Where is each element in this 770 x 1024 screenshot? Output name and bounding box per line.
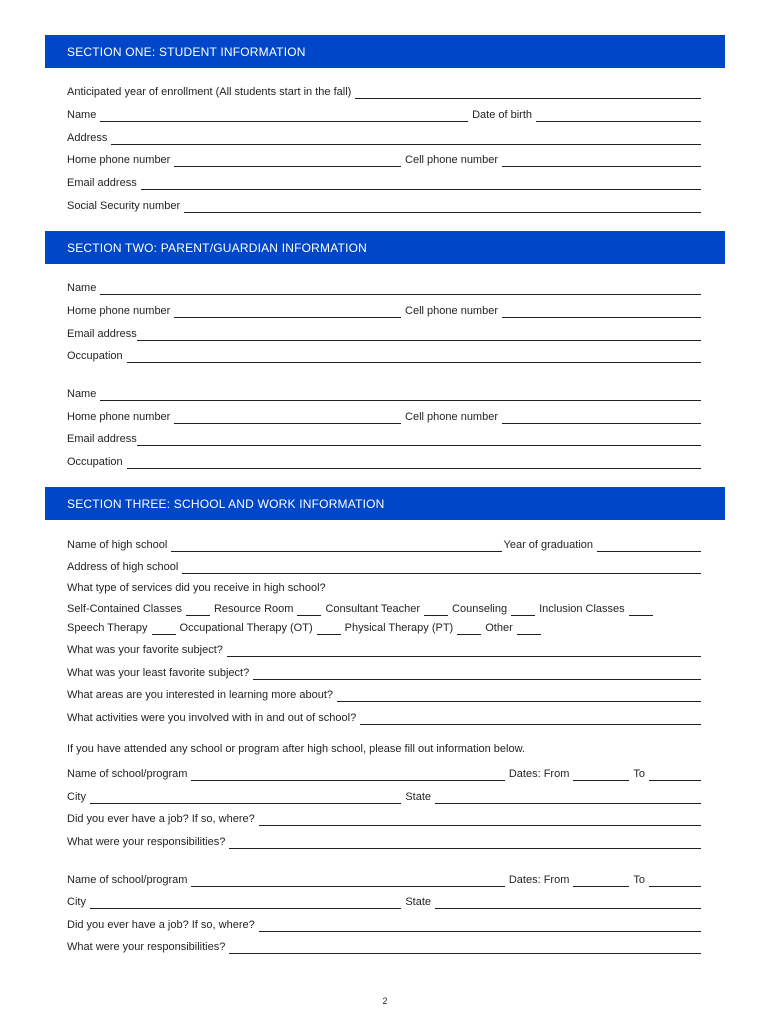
page-number: 2 xyxy=(382,996,388,1006)
dob-label: Date of birth xyxy=(472,109,532,121)
interests-label: What areas are you interested in learning more about? xyxy=(67,689,333,701)
dob-field[interactable] xyxy=(536,110,701,122)
activities-row xyxy=(67,709,701,725)
guardian-1-name-field[interactable] xyxy=(100,283,701,295)
program-2-job-label: Did you ever have a job? If so, where? xyxy=(67,919,255,931)
after-high-school-instruction: If you have attended any school or program after high school, please fill out information below. xyxy=(67,743,525,755)
guardian-2-email-field[interactable] xyxy=(137,434,701,446)
program-2-job-row xyxy=(67,916,701,932)
least-favorite-subject-label: What was your least favorite subject? xyxy=(67,667,250,679)
program-2-responsibilities-row xyxy=(67,938,701,954)
service-counseling-label: Counseling xyxy=(452,603,508,615)
program-1-responsibilities-row xyxy=(67,833,701,849)
services-row-2 xyxy=(67,619,541,635)
service-consultant-teacher-label: Consultant Teacher xyxy=(325,603,421,615)
program-2-to-label: To xyxy=(633,874,645,886)
program-1-state-field[interactable] xyxy=(435,792,701,804)
program-1-school-row xyxy=(67,765,701,781)
guardian-2-cell-phone-label: Cell phone number xyxy=(405,411,498,423)
program-2-state-label: State xyxy=(405,896,431,908)
service-pt-field[interactable] xyxy=(457,623,481,635)
high-school-name-field[interactable] xyxy=(171,540,501,552)
high-school-row xyxy=(67,536,701,552)
guardian-1-occupation-label: Occupation xyxy=(67,350,123,362)
program-2-city-field[interactable] xyxy=(90,897,401,909)
program-2-school-field[interactable] xyxy=(191,875,504,887)
services-row-1 xyxy=(67,600,653,616)
service-ot-label: Occupational Therapy (OT) xyxy=(179,622,313,634)
program-1-school-field[interactable] xyxy=(191,769,504,781)
ssn-row xyxy=(67,197,701,213)
high-school-address-field[interactable] xyxy=(182,562,701,574)
services-question: What type of services did you receive in high school? xyxy=(67,582,326,594)
graduation-year-field[interactable] xyxy=(597,540,701,552)
section-two-title: SECTION TWO: PARENT/GUARDIAN INFORMATION xyxy=(67,241,368,255)
ssn-label: Social Security number xyxy=(67,200,181,212)
program-2-responsibilities-label: What were your responsibilities? xyxy=(67,941,226,953)
program-1-from-field[interactable] xyxy=(573,769,629,781)
enrollment-year-row xyxy=(67,83,701,99)
section-one-title: SECTION ONE: STUDENT INFORMATION xyxy=(67,45,306,59)
guardian-2-home-phone-field[interactable] xyxy=(174,412,401,424)
program-1-city-field[interactable] xyxy=(90,792,401,804)
least-favorite-subject-field[interactable] xyxy=(253,668,701,680)
service-resource-room-label: Resource Room xyxy=(213,603,294,615)
student-cell-phone-label: Cell phone number xyxy=(405,154,498,166)
service-consultant-teacher-field[interactable] xyxy=(424,604,448,616)
program-1-school-label: Name of school/program xyxy=(67,768,188,780)
least-favorite-subject-row xyxy=(67,664,701,680)
ssn-field[interactable] xyxy=(184,201,701,213)
service-self-contained-label: Self-Contained Classes xyxy=(67,603,182,615)
guardian-2-occupation-row xyxy=(67,453,701,469)
guardian-2-phone-row xyxy=(67,408,701,424)
student-name-field[interactable] xyxy=(100,110,468,122)
guardian-1-home-phone-field[interactable] xyxy=(174,306,401,318)
enrollment-year-label: Anticipated year of enrollment (All students start in the fall) xyxy=(67,86,352,98)
program-1-to-field[interactable] xyxy=(649,769,701,781)
guardian-2-cell-phone-field[interactable] xyxy=(502,412,701,424)
service-speech-therapy-field[interactable] xyxy=(152,623,176,635)
student-address-field[interactable] xyxy=(111,133,701,145)
student-email-field[interactable] xyxy=(141,178,701,190)
guardian-2-name-field[interactable] xyxy=(100,389,701,401)
program-1-job-row xyxy=(67,810,701,826)
student-home-phone-field[interactable] xyxy=(174,155,401,167)
service-pt-label: Physical Therapy (PT) xyxy=(344,622,454,634)
service-counseling-field[interactable] xyxy=(511,604,535,616)
service-resource-room-field[interactable] xyxy=(297,604,321,616)
student-name-label: Name xyxy=(67,109,97,121)
high-school-address-row xyxy=(67,558,701,574)
guardian-2-name-row xyxy=(67,385,701,401)
guardian-1-home-phone-label: Home phone number xyxy=(67,305,171,317)
student-address-row xyxy=(67,129,701,145)
program-2-school-label: Name of school/program xyxy=(67,874,188,886)
guardian-1-email-field[interactable] xyxy=(137,329,701,341)
program-1-location-row xyxy=(67,788,701,804)
service-other-label: Other xyxy=(485,622,513,634)
guardian-2-home-phone-label: Home phone number xyxy=(67,411,171,423)
student-name-row xyxy=(67,106,701,122)
enrollment-year-field[interactable] xyxy=(355,87,701,99)
program-2-city-label: City xyxy=(67,896,86,908)
interests-row xyxy=(67,686,701,702)
section-one-header xyxy=(45,35,725,68)
student-address-label: Address xyxy=(67,132,108,144)
guardian-1-name-row xyxy=(67,279,701,295)
service-ot-field[interactable] xyxy=(317,623,341,635)
guardian-1-cell-phone-label: Cell phone number xyxy=(405,305,498,317)
guardian-1-cell-phone-field[interactable] xyxy=(502,306,701,318)
section-three-header xyxy=(45,487,725,520)
program-2-responsibilities-field[interactable] xyxy=(229,942,701,954)
service-self-contained-field[interactable] xyxy=(186,604,210,616)
section-three-title: SECTION THREE: SCHOOL AND WORK INFORMATION xyxy=(67,497,385,511)
guardian-2-email-row xyxy=(67,430,701,446)
program-1-to-label: To xyxy=(633,768,645,780)
guardian-1-phone-row xyxy=(67,302,701,318)
program-2-location-row xyxy=(67,893,701,909)
program-2-from-label: Dates: From xyxy=(508,874,570,886)
high-school-address-label: Address of high school xyxy=(67,561,179,573)
guardian-1-email-label: Email address xyxy=(67,328,137,340)
guardian-1-occupation-field[interactable] xyxy=(127,351,701,363)
high-school-name-label: Name of high school xyxy=(67,539,168,551)
program-2-to-field[interactable] xyxy=(649,875,701,887)
student-cell-phone-field[interactable] xyxy=(502,155,701,167)
guardian-2-occupation-label: Occupation xyxy=(67,456,123,468)
program-1-from-label: Dates: From xyxy=(508,768,570,780)
favorite-subject-label: What was your favorite subject? xyxy=(67,644,223,656)
favorite-subject-row xyxy=(67,641,701,657)
service-inclusion-field[interactable] xyxy=(629,604,653,616)
program-1-job-field[interactable] xyxy=(259,814,701,826)
guardian-2-name-label: Name xyxy=(67,388,97,400)
service-other-field[interactable] xyxy=(517,623,541,635)
program-1-city-label: City xyxy=(67,791,86,803)
student-phone-row xyxy=(67,151,701,167)
interests-field[interactable] xyxy=(337,690,701,702)
graduation-year-label: Year of graduation xyxy=(503,539,593,551)
activities-label: What activities were you involved with in and out of school? xyxy=(67,712,357,724)
favorite-subject-field[interactable] xyxy=(227,645,701,657)
program-1-responsibilities-label: What were your responsibilities? xyxy=(67,836,226,848)
program-1-responsibilities-field[interactable] xyxy=(229,837,701,849)
service-inclusion-label: Inclusion Classes xyxy=(539,603,625,615)
section-two-header xyxy=(45,231,725,264)
program-2-state-field[interactable] xyxy=(435,897,701,909)
guardian-1-email-row xyxy=(67,325,701,341)
service-speech-therapy-label: Speech Therapy xyxy=(67,622,148,634)
student-email-label: Email address xyxy=(67,177,137,189)
student-home-phone-label: Home phone number xyxy=(67,154,171,166)
student-email-row xyxy=(67,174,701,190)
guardian-1-occupation-row xyxy=(67,347,701,363)
guardian-2-occupation-field[interactable] xyxy=(127,457,701,469)
activities-field[interactable] xyxy=(360,713,701,725)
program-1-job-label: Did you ever have a job? If so, where? xyxy=(67,813,255,825)
guardian-1-name-label: Name xyxy=(67,282,97,294)
program-2-job-field[interactable] xyxy=(259,920,701,932)
program-2-school-row xyxy=(67,871,701,887)
program-2-from-field[interactable] xyxy=(573,875,629,887)
guardian-2-email-label: Email address xyxy=(67,433,137,445)
program-1-state-label: State xyxy=(405,791,431,803)
